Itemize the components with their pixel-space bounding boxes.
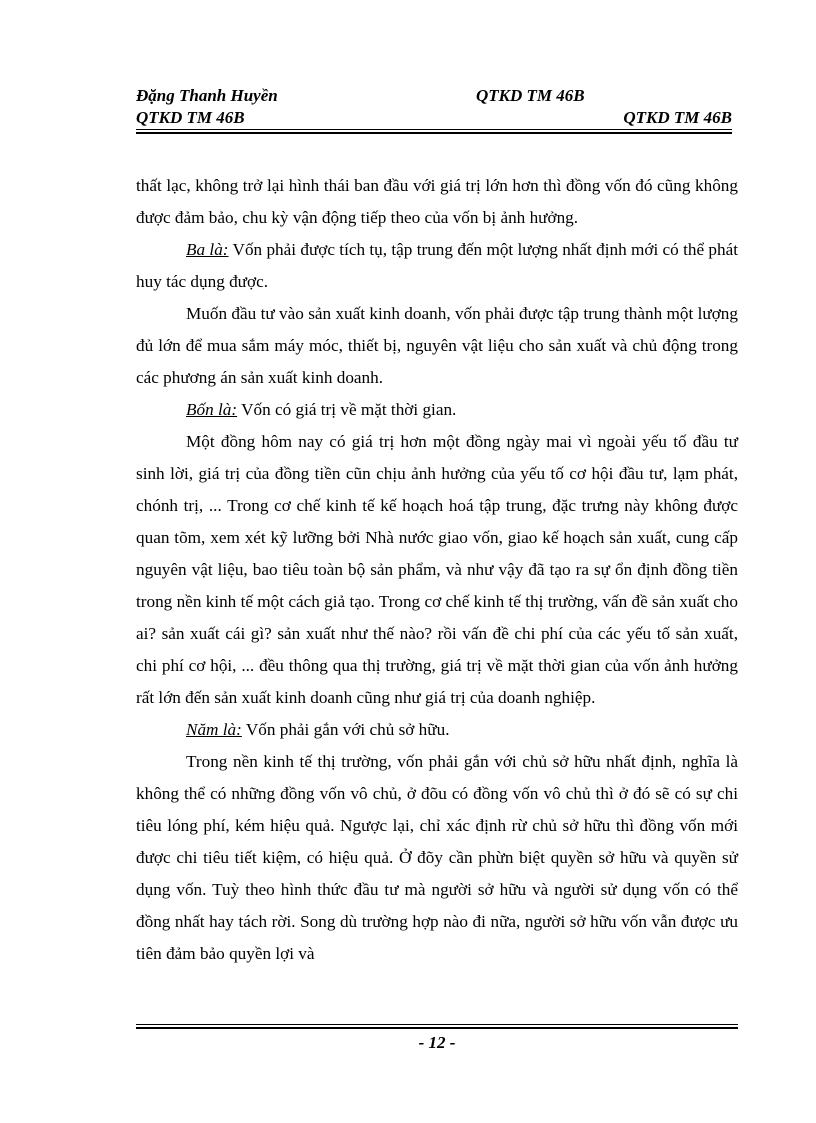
- body-text: [136, 170, 738, 970]
- paragraph-bon-la-text: Vốn có giá trị về mặt thời gian.: [237, 400, 457, 419]
- paragraph-ba-la-text: Vốn phải được tích tụ, tập trung đến một lượng nhất định mới có thể phát huy tác dụng được.: [136, 240, 738, 291]
- page-number: - 12 -: [418, 1033, 456, 1052]
- paragraph-nam-la-text: Vốn phải gắn với chủ sở hữu.: [241, 720, 450, 739]
- paragraph-continuation: thất lạc, không trở lại hình thái ban đầu với giá trị lớn hơn thì đồng vốn đó cũng không được đảm bảo, chu kỳ vận động tiếp theo của vốn bị ảnh hưởng.: [136, 176, 738, 227]
- paragraph-ba-la: [136, 234, 738, 298]
- header-rule-thin: [136, 129, 732, 130]
- paragraph-chu-so-huu: Trong nền kinh tế thị trường, vốn phải gắn với chủ sở hữu nhất định, nghĩa là không thể có những đồng vốn vô chủ, ở đõu có đồng vốn vô chủ thì ở đó sẽ có sự chi tiêu lóng phí, kém hiệu quả. Ngược lại, chỉ xác định rừ chủ sở hữu thì đồng vốn mới được chi tiêu tiết kiệm, có hiệu quả. Ở đõy cần phừn biệt quyền sở hữu và quyền sử dụng vốn. Tuỳ theo hình thức đầu tư mà người sở hữu và người sử dụng vốn có thể đồng nhất hay tách rời. Song dù trường hợp nào đi nữa, người sở hữu vốn vẫn được ưu tiên đảm bảo quyền lợi và: [136, 752, 738, 963]
- header-author: Đặng Thanh Huyền: [136, 86, 278, 105]
- running-header-line-2: [136, 108, 732, 130]
- paragraph-nam-la: [136, 714, 738, 746]
- footer-rule-thin: [136, 1024, 738, 1025]
- header-class-left: QTKD TM 46B: [136, 108, 245, 127]
- lead-bon-la: Bốn là:: [186, 400, 238, 419]
- header-class-center: QTKD TM 46B: [476, 86, 585, 105]
- paragraph-dau-tu: Muốn đầu tư vào sản xuất kinh doanh, vốn phải được tập trung thành một lượng đủ lớn để mua sắm máy móc, thiết bị, nguyên vật liệu cho sản xuất và chủ động trong các phương án sản xuất kinh doanh.: [136, 304, 738, 387]
- running-header-line-1: [136, 86, 732, 108]
- header-rule-thick: [136, 132, 732, 134]
- header-class-right: QTKD TM 46B: [623, 108, 732, 127]
- paragraph-gia-tri-thoi-gian: Một đồng hôm nay có giá trị hơn một đồng ngày mai vì ngoài yếu tố đầu tư sinh lời, giá trị của đồng tiền cũn chịu ảnh hưởng của yếu tố cơ hội đầu tư, lạm phát, chónh trị, ... Trong cơ chế kinh tế kế hoạch hoá tập trung, đặc trưng này không được quan tõm, xem xét kỹ lưỡng bởi Nhà nước giao vốn, giao kế hoạch sản xuất, cung cấp nguyên vật liệu, bao tiêu toàn bộ sản phẩm, và như vậy đã tạo ra sự ổn định đồng tiền trong nền kinh tế một cách giả tạo. Trong cơ chế kinh tế thị trường, vấn đề sản xuất cho ai? sản xuất cái gì? sản xuất như thế nào? rồi vấn đề chi phí của các yếu tố sản xuất, chi phí cơ hội, ... đều thông qua thị trường, giá trị về mặt thời gian của vốn ảnh hưởng rất lớn đến sản xuất kinh doanh cũng như giá trị của doanh nghiệp.: [136, 432, 738, 707]
- lead-nam-la: Năm là:: [186, 720, 242, 739]
- lead-ba-la: Ba là:: [186, 240, 229, 259]
- footer-rule-thick: [136, 1027, 738, 1029]
- paragraph-bon-la: [136, 394, 738, 426]
